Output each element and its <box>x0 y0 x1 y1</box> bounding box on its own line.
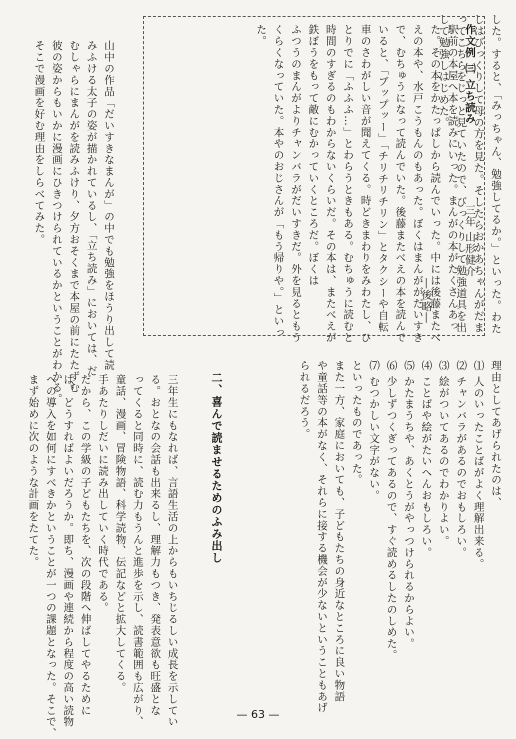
essay-author: 三年 山形健介 <box>464 204 476 277</box>
text-line: いると、「ブップッー」「チリチリチリン」とタクシーや自転 <box>376 24 389 333</box>
text-line: くらくなっていた。本やのおじさんが「もう帰りや。」といっ <box>272 24 285 338</box>
plan-paragraph <box>24 374 181 739</box>
text-line: といったものであった。 <box>350 360 363 486</box>
text-line: 手あたりしだいに読み出していく時代である。 <box>97 374 110 614</box>
text-line: ふつうのまんがよりチャンバラがだいすきだ。外を見るともう <box>289 24 302 344</box>
list-item: ⑵ チャンバラがあるのでおもしろい。 <box>455 360 468 559</box>
text-line: た。その本をかたっぱしから読んでいった。中には後藤またべ <box>429 24 442 344</box>
page-number: — 63 — <box>236 708 280 721</box>
text-line: だから、この学級の子どもたちを、次の段階へ伸ばしてやるために <box>79 374 92 716</box>
text-line: は、どうすればよいだろうか。即ち、漫画や連続から程度の高い読物 <box>62 374 75 728</box>
text-line: 彼の姿からもいかに漫画にひきつけられているかということがわかる。 <box>50 40 63 405</box>
list-item: ⑹ 少しずつくぎってあるので、すぐ読めるしたのしめた。 <box>385 360 398 661</box>
essay-title: 作文例 ㈢ 立ち読み <box>464 24 476 125</box>
text-line: る。おとなの会話も出来るし、理解力もつき、発表意欲も旺盛とな <box>149 374 162 716</box>
list-item: ⑶ 絵がついてあるのでわかりよい。 <box>437 360 450 547</box>
essay-example <box>252 24 478 344</box>
text-line: ってくると同時に、読む力もうんと進歩を示し、読書範囲も広がり、 <box>131 374 144 728</box>
text-line: 時間のすぎるのもわからないくらいだ。その本は、またべえが <box>324 24 337 344</box>
text-line: まず始めに次のような計画をたてた。 <box>27 374 40 568</box>
analysis-paragraph <box>30 40 117 405</box>
text-line: みふける太子の姿が描かれているし、「立ち読み」においては、だ <box>85 40 98 377</box>
text-line: して勉強しはじめた。 <box>437 14 450 128</box>
text-line: しはびっくりして母の方を見た。そしたらおかあちゃんがだま <box>472 14 485 334</box>
essay-heading-line <box>461 24 478 324</box>
text-line: 山中の作品「だいすきなまんが」の中でも勉強をほうり出して読 <box>103 40 116 371</box>
list-item: ⑴ 人のいったことばがよく理解出来る。 <box>472 360 485 570</box>
text-line: 三年生にもなれば、言語生活の上からもいちじるしい成長を示してい <box>166 374 179 728</box>
text-line: た。 <box>255 24 268 47</box>
text-line: 鉄ぼうをもって敵にむかっていくところだ。ぼくは <box>307 24 320 287</box>
text-line: えの本や、水戸こうもんのもあった。ぼくはまんががだいすき <box>411 24 424 344</box>
text-line: とりでに「ふふふ…」とわらうときもある。むちゅうに読むと <box>342 24 355 344</box>
text-line: 駅前の本屋へ本を読みにいった。まんがの本がたくさんあっ <box>446 24 459 332</box>
text-line: や童話等の本がなく、それらに接する機会が少ないということもあげ <box>315 360 328 714</box>
text-line: そこで漫画を好む理由をしらべてみた。 <box>33 40 46 246</box>
text-line: 童話、漫画、冒険物語、科学読物、伝記などと拡大してくる。 <box>114 374 127 694</box>
section-heading: 二、喜んで読ませるためのふみ出し <box>210 372 223 564</box>
list-item: ⑸ かたまうちや、あくとうがやっつけられるからよい。 <box>402 360 415 650</box>
text-line: 車のさわがしい音が聞えてくる。時どきまわりをみわたし、ひ <box>359 24 372 344</box>
list-item: ⑷ ことばや絵がたいへんおもしろい。 <box>420 360 433 559</box>
list-item: ⑺ むつかしい文字がない。 <box>368 360 381 502</box>
text-line: むしゃらにまんがを読みふけり、夕方おそくまで本屋の前にたたずむ <box>68 40 81 394</box>
text-line: 理由としてあげられたのは、 <box>490 360 502 509</box>
text-line: また一方、家庭においても、子どもたちの身近なところに良い物語 <box>333 360 346 702</box>
text-line: られるだろう。 <box>298 360 311 440</box>
reasons-list <box>295 360 504 714</box>
text-line: した。すると、「みっちゃん、勉強してるか。」といった。わた <box>490 14 502 335</box>
text-line: への導入を如何にすべきかということが一つの課題となった。そこで、 <box>44 374 57 739</box>
text-line: ってこちらをじっと見ていたので、びっくりして勉強道具を出 <box>455 14 468 334</box>
text-line: で、むちゅうになって読んでいた。後藤またべえの本を読んで <box>394 24 407 344</box>
omission-mark: ―後略― <box>420 278 433 324</box>
